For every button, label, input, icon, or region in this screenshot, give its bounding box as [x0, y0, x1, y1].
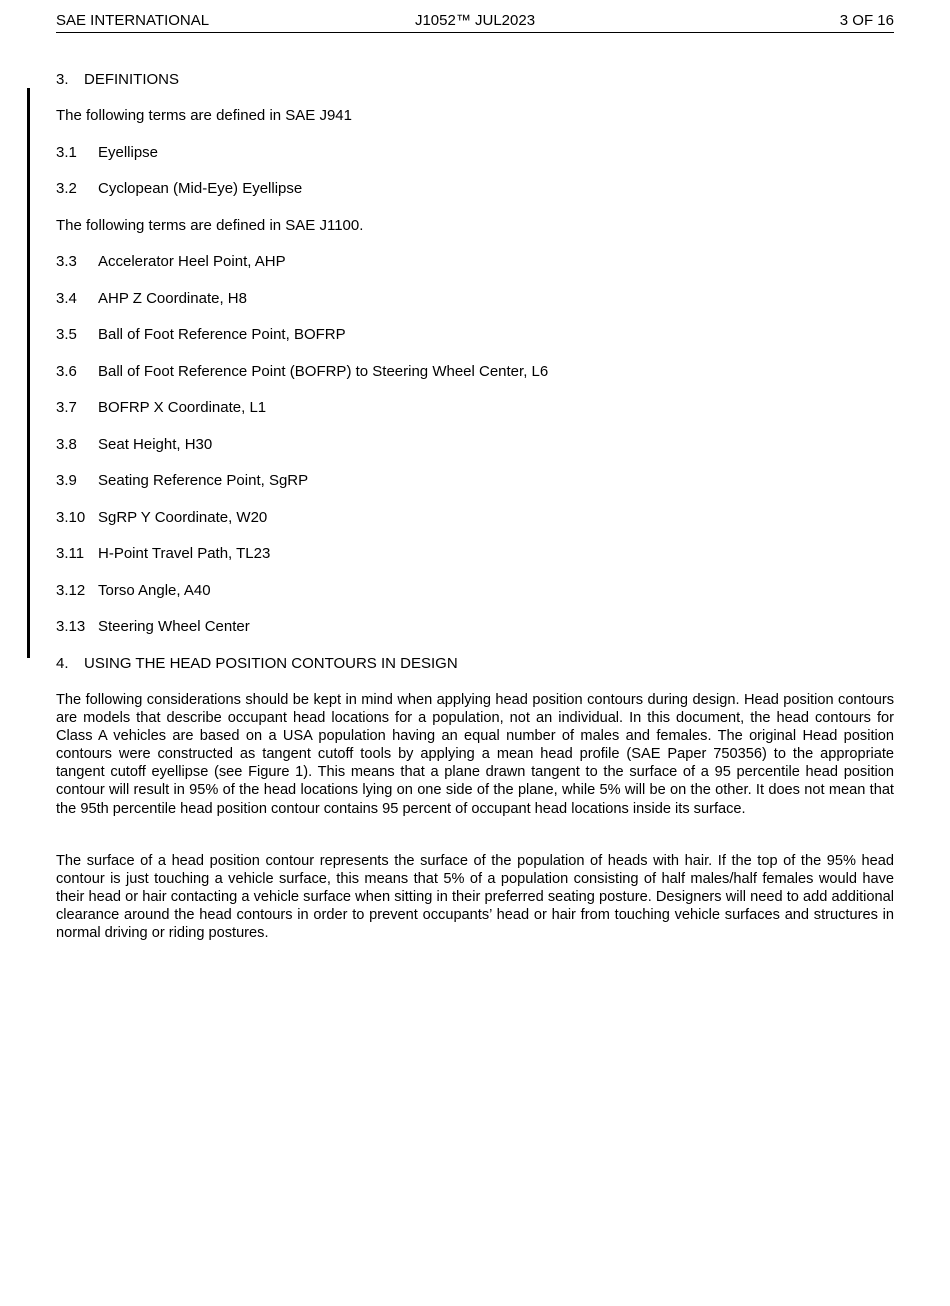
- section-4-number: 4.: [56, 655, 69, 672]
- section-3-number: 3.: [56, 71, 69, 88]
- section-4-heading: [56, 655, 458, 673]
- header-document-id: J1052™ JUL2023: [414, 12, 536, 29]
- definition-number: 3.2: [56, 180, 77, 197]
- definition-number: 3.9: [56, 472, 77, 489]
- definition-text: SgRP Y Coordinate, W20: [98, 509, 268, 526]
- definition-number: 3.13: [56, 618, 86, 635]
- definition-item: [56, 472, 308, 490]
- definition-text: Seating Reference Point, SgRP: [98, 472, 309, 489]
- definition-number: 3.1: [56, 144, 77, 161]
- definition-text: Accelerator Heel Point, AHP: [98, 253, 286, 270]
- definition-item: [56, 253, 286, 271]
- definition-number: 3.12: [56, 582, 86, 599]
- definition-item: [56, 509, 267, 527]
- section-3-title: DEFINITIONS: [84, 71, 180, 88]
- definition-text: Torso Angle, A40: [98, 582, 211, 599]
- definition-text: Eyellipse: [98, 144, 159, 161]
- definition-number: 3.10: [56, 509, 86, 526]
- section-4-paragraph-2: The surface of a head position contour represents the surface of the population of heads with hair. If the top of the 95% head contour is just touching a vehicle surface, this means that 5% of a population consisting of half males/half females would have their head or hair contacting a vehicle surface when sitting in their preferred seating posture. Designers will need to add additional clearance around the head contours in order to prevent occupants’ head or hair from touching vehicle surfaces and structures in normal driving or riding postures.: [56, 853, 894, 942]
- definition-item: [56, 326, 346, 344]
- header-organization: SAE INTERNATIONAL: [56, 12, 210, 29]
- page-header: [56, 11, 894, 33]
- definition-number: 3.11: [56, 545, 85, 562]
- section-4-title: USING THE HEAD POSITION CONTOURS IN DESIGN: [84, 655, 458, 672]
- definition-text: Seat Height, H30: [98, 436, 213, 453]
- definition-number: 3.5: [56, 326, 77, 343]
- definition-text: Cyclopean (Mid-Eye) Eyellipse: [98, 180, 303, 197]
- section-4-paragraph-1: The following considerations should be kept in mind when applying head position contours during design. Head position contours are models that describe occupant head locations for a population, not an individual. In this document, the head contours for Class A vehicles are based on a USA population having an equal number of males and females. The original Head position contours were constructed as tangent cutoff tools by applying a mean head profile (SAE Paper 750356) to the appropriate tangent cutoff eyellipse (see Figure 1). This means that a plane drawn tangent to the surface of a 95 percentile head position contour will result in 95% of the head locations lying on one side of the plane, while 5% will be on the other. It does not mean that the 95th percentile head position contour contains 95 percent of occupant head locations inside its surface.: [56, 692, 894, 817]
- revision-change-bar: [27, 88, 30, 658]
- definition-text: Ball of Foot Reference Point, BOFRP: [98, 326, 346, 343]
- definition-item: [56, 545, 270, 563]
- definition-text: Ball of Foot Reference Point (BOFRP) to Steering Wheel Center, L6: [98, 363, 549, 380]
- definition-number: 3.7: [56, 399, 77, 416]
- definition-item: [56, 144, 158, 162]
- intro-j941: The following terms are defined in SAE J941: [56, 107, 352, 124]
- definition-text: BOFRP X Coordinate, L1: [98, 399, 267, 416]
- definition-item: [56, 399, 266, 417]
- definition-item: [56, 180, 302, 198]
- definition-number: 3.6: [56, 363, 77, 380]
- definition-item: [56, 582, 211, 600]
- definition-text: AHP Z Coordinate, H8: [98, 290, 247, 307]
- definition-item: [56, 436, 212, 454]
- definition-number: 3.3: [56, 253, 77, 270]
- definition-item: [56, 290, 247, 308]
- definition-item: [56, 618, 250, 636]
- definition-text: H-Point Travel Path, TL23: [98, 545, 271, 562]
- definition-item: [56, 363, 548, 381]
- definition-number: 3.4: [56, 290, 77, 307]
- section-3-heading: [56, 71, 179, 89]
- header-page-number: 3 OF 16: [839, 12, 894, 29]
- intro-j1100: The following terms are defined in SAE J1100.: [56, 217, 364, 234]
- definition-text: Steering Wheel Center: [98, 618, 250, 635]
- definition-number: 3.8: [56, 436, 77, 453]
